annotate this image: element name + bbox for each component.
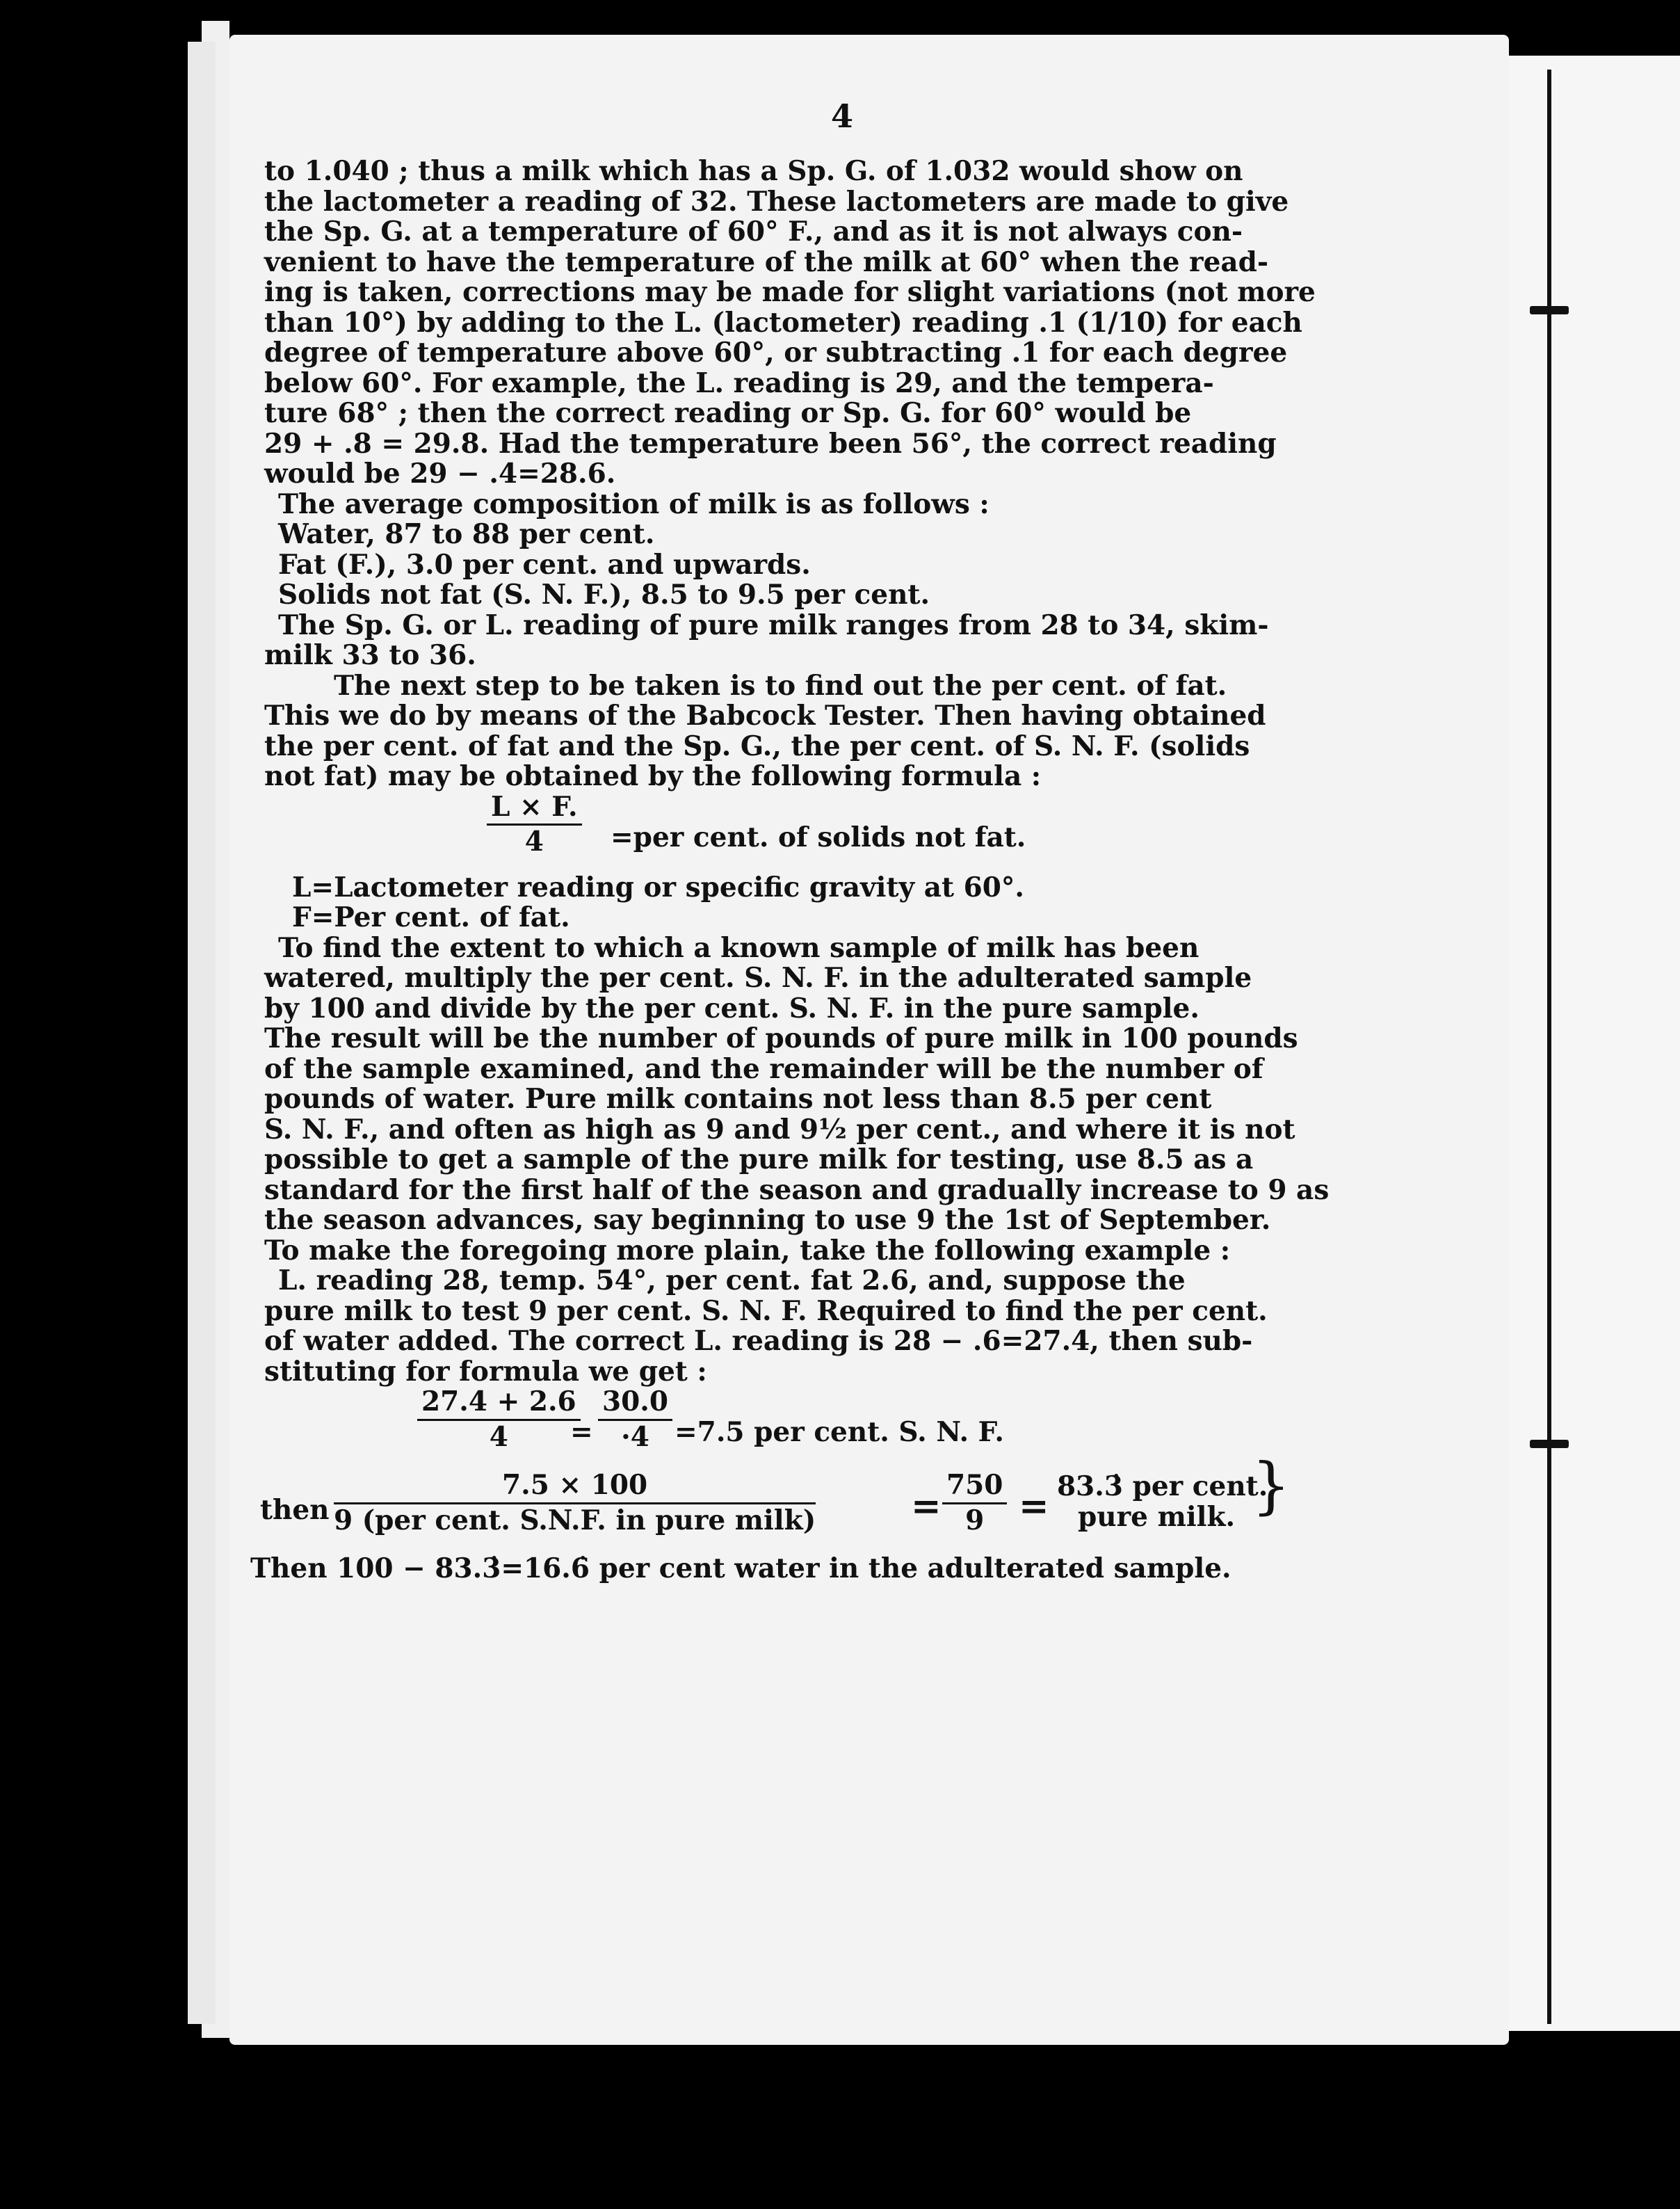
formula-percent-brace: } [1252,1449,1291,1521]
formula-percent-result-2: pure milk. [1078,1501,1236,1533]
book-spine [1547,70,1551,2024]
formula-example-denominator-a: 4 [489,1420,508,1453]
text-line: the per cent. of fat and the Sp. G., the per cent. of S. N. F. (solids [264,730,1250,762]
text-line: ing is taken, corrections may be made for slight variations (not more [264,276,1316,308]
text-line: degree of temperature above 60°, or subtracting .1 for each degree [264,337,1288,369]
text-line: stituting for formula we get : [264,1355,707,1388]
definition-f: F=Per cent. of fat. [292,901,570,933]
formula-example-fraction-a [417,1387,581,1452]
page-edge-left-back [188,42,216,2024]
text-line: 29 + .8 = 29.8. Had the temperature been 56°, the correct reading [264,427,1277,460]
composition-list [264,520,1349,611]
text-line: watered, multiply the per cent. S. N. F. in the adulterated sample [264,962,1252,994]
text-line: The next step to be taken is to find out the per cent. of fat. [334,669,1227,702]
formula-example-numerator-a: 27.4 + 2.6 [417,1387,581,1421]
text-line: To make the foregoing more plain, take the following example : [264,1234,1231,1267]
final-line: Then 100 − 83.3̇=16.6̇ per cent water in the adulterated sample. [250,1552,1231,1584]
text-line: milk 33 to 36. [264,639,476,671]
text-line: by 100 and divide by the per cent. S. N. F. in the pure sample. [264,992,1200,1025]
text-line: To find the extent to which a known sample of milk has been [278,931,1200,964]
page-number: 4 [831,97,854,135]
text-line: than 10°) by adding to the L. (lactometer) reading .1 (1/10) for each [264,306,1302,339]
spine-clip-bottom [1530,1440,1569,1448]
text-line: pure milk to test 9 per cent. S. N. F. Required to find the per cent. [264,1294,1268,1327]
text-line: not fat) may be obtained by the following formula : [264,760,1042,792]
paragraph-example [264,1266,1349,1387]
formula-percent-denominator-b: 9 [965,1504,985,1536]
definitions [264,873,1349,933]
text-line: of water added. The correct L. reading is 28 − .6=27.4, then sub- [264,1325,1253,1357]
text-line: the Sp. G. at a temperature of 60° F., and as it is not always con- [264,216,1243,248]
composition-item: Solids not fat (S. N. F.), 8.5 to 9.5 per cent. [278,579,930,611]
paragraph-lactometer [264,156,1349,490]
formula-example-result: =7.5 per cent. S. N. F. [675,1416,1004,1448]
formula-example-denominator-b: ·4 [621,1420,649,1453]
text-line: pounds of water. Pure milk contains not less than 8.5 per cent [264,1083,1212,1115]
formula-percent-result-1: 83.3̇ per cent. [1057,1470,1268,1502]
formula-percent-equals-1: = [911,1485,942,1527]
page-text [250,155,1349,1584]
text-line: venient to have the temperature of the milk at 60° when the read- [264,246,1269,278]
formula-percent-pure [260,1449,1349,1554]
formula-snf-fraction [487,792,582,858]
text-line: S. N. F., and often as high as 9 and 9½ per cent., and where it is not [264,1113,1295,1146]
text-line: below 60°. For example, the L. reading is 29, and the tempera- [264,367,1214,399]
formula-percent-fraction-a [334,1470,816,1536]
paragraph-babcock [264,671,1349,792]
formula-example-equals: = [570,1416,593,1448]
formula-example-numerator-b: 30.0 [598,1387,672,1421]
formula-percent-numerator-a: 7.5 × 100 [334,1470,816,1504]
composition-intro: The average composition of milk is as follows : [278,488,990,520]
text-line: The Sp. G. or L. reading of pure milk ranges from 28 to 34, skim- [278,609,1269,641]
formula-percent-denominator-a: 9 (per cent. S.N.F. in pure milk) [334,1504,816,1536]
formula-example [264,1387,1349,1470]
formula-snf [264,792,1349,873]
text-line: of the sample examined, and the remainder will be the number of [264,1052,1263,1085]
formula-snf-denominator: 4 [524,826,544,858]
text-line: the lactometer a reading of 32. These lactometers are made to give [264,185,1289,218]
spine-clip-top [1530,306,1569,314]
text-line: standard for the first half of the season and gradually increase to 9 as [264,1173,1330,1206]
formula-then-word: then [260,1494,330,1526]
text-line: ture 68° ; then the correct reading or Sp. G. for 60° would be [264,397,1192,429]
formula-example-fraction-b [598,1387,672,1452]
formula-snf-result: =per cent. of solids not fat. [611,821,1026,853]
text-line: possible to get a sample of the pure milk for testing, use 8.5 as a [264,1143,1254,1175]
text-line: The result will be the number of pounds of pure milk in 100 pounds [264,1022,1298,1054]
formula-percent-fraction-b [942,1470,1007,1536]
formula-percent-numerator-b: 750 [942,1470,1007,1504]
text-line: This we do by means of the Babcock Tester. Then having obtained [264,700,1266,732]
text-line: L. reading 28, temp. 54°, per cent. fat 2.6, and, suppose the [278,1264,1186,1296]
formula-percent-equals-2: = [1019,1485,1049,1527]
text-line: the season advances, say beginning to use 9 the 1st of September. [264,1204,1271,1236]
formula-snf-numerator: L × F. [487,792,582,826]
composition-item: Fat (F.), 3.0 per cent. and upwards. [278,548,811,581]
text-line: to 1.040 ; thus a milk which has a Sp. G. of 1.032 would show on [264,155,1243,187]
paragraph-watered [264,933,1349,1267]
text-line: would be 29 − .4=28.6. [264,458,616,490]
paragraph-range [264,611,1349,671]
definition-l: L=Lactometer reading or specific gravity at 60°. [292,871,1024,903]
composition-item: Water, 87 to 88 per cent. [278,518,655,550]
